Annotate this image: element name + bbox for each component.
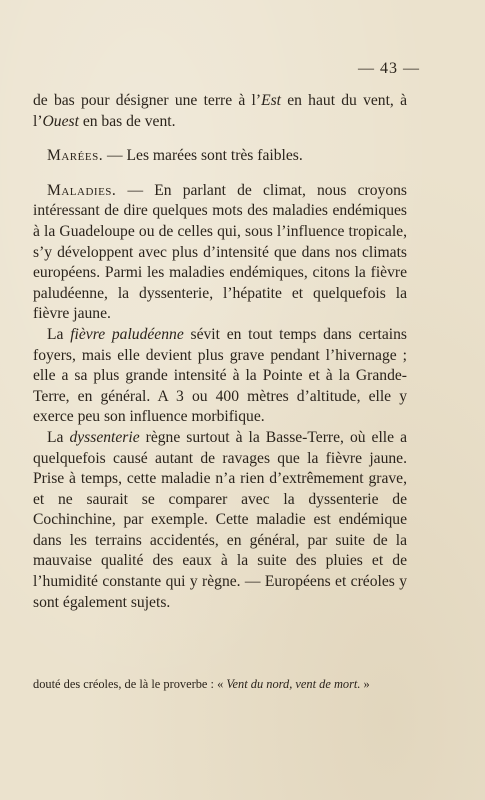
text-run: — En parlant de climat, nous croyons intéressant de dire quelques mots des maladies endémiques à la Guadeloupe ou de celles qui, sous l’influence tropicale, s’y développent avec plus d’intensité que dans nos climats européens. Parmi les maladies endémiques, citons la fièvre paludéenne, la dyssenterie, l’hépatite et quelquefois la fièvre jaune. xyxy=(33,181,407,323)
italic-term-fievre-paludeenne: fièvre paludéenne xyxy=(70,325,184,343)
text-run: sévit en tout temps dans certains foyers, mais elle devient plus grave pendant l’hivernage ; elle a sa plus grande intensité à la Pointe et à la Grande-Terre, en général. A 3 ou 400 mètres d’altitude, elle y exerce peu son influence morbifique. xyxy=(33,325,407,426)
text-run: douté des créoles, de là le proverbe : « xyxy=(33,677,227,691)
italic-term-dyssenterie: dyssenterie xyxy=(69,428,140,446)
text-run: en bas de vent. xyxy=(78,112,176,130)
italic-term-est: Est xyxy=(261,92,281,109)
text-run: en haut du vent, à l’ xyxy=(33,92,407,130)
section-heading-maladies: Maladies. xyxy=(47,181,117,199)
text-run: — Les marées sont très faibles. xyxy=(103,147,303,165)
footnote-text xyxy=(33,676,407,693)
text-run: règne surtout à la Basse-Terre, où elle a quelquefois causé autant de ravages que la fièvre jaune. Prise à temps, cette maladie n’a rien d’extrêmement grave, et ne saurait se comparer avec la dyssenterie de Cochinchine, par exemple. Cette maladie est endémique dans les terrains accidentés, en général, par suite de la mauvaise qualité des eaux à la suite des pluies et de l’humidité constante qui y règne. — Européens et créoles y sont également sujets. xyxy=(33,428,407,611)
paragraph-dyssenterie xyxy=(33,428,407,613)
text-run: » xyxy=(360,677,370,691)
main-text xyxy=(33,91,407,613)
paragraph-marees xyxy=(33,146,407,167)
paragraph-wind-direction xyxy=(33,91,407,132)
page-number: — 43 — xyxy=(358,60,420,77)
text-run: La xyxy=(47,325,71,343)
paragraph-maladies xyxy=(33,181,407,325)
italic-proverb: Vent du nord, vent de mort. xyxy=(226,677,361,691)
italic-term-ouest: Ouest xyxy=(42,112,79,130)
section-heading-marees: Marées. xyxy=(47,147,104,165)
text-run: de bas pour désigner une terre à l’ xyxy=(33,92,262,109)
paragraph-fievre-paludeenne xyxy=(33,325,407,428)
footnote xyxy=(33,676,407,693)
text-run: La xyxy=(47,428,70,446)
